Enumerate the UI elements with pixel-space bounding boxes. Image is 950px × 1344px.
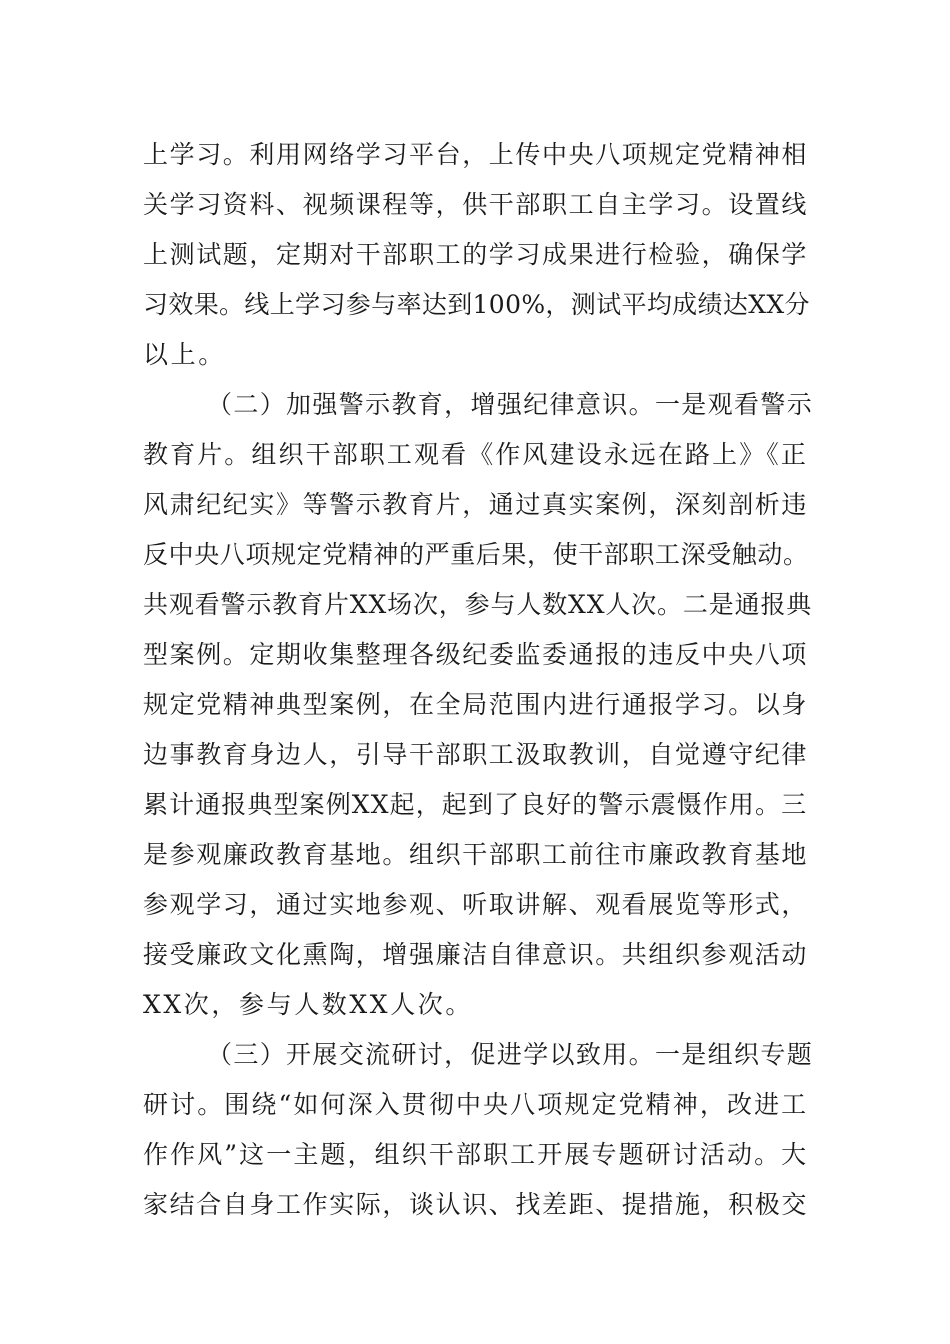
paragraph-heading-line: （二）加强警示教育，增强纪律意识。一是观看警示: [207, 390, 814, 419]
text-line: 风肃纪纪实》等警示教育片，通过真实案例，深刻剖析违: [143, 490, 809, 519]
text-line: 习效果。线上学习参与率达到100%，测试平均成绩达XX分: [143, 290, 810, 319]
text-line: 参观学习，通过实地参观、听取讲解、观看展览等形式，: [143, 890, 809, 919]
text-line: 上学习。利用网络学习平台，上传中央八项规定党精神相: [143, 140, 809, 169]
paragraph-heading-line: （三）开展交流研讨，促进学以致用。一是组织专题: [207, 1040, 814, 1069]
text-line: 以上。: [143, 340, 226, 369]
text-line: 家结合自身工作实际，谈认识、找差距、提措施，积极交: [143, 1190, 809, 1219]
text-line: 边事教育身边人，引导干部职工汲取教训，自觉遵守纪律: [143, 740, 809, 769]
text-line: 规定党精神典型案例，在全局范围内进行通报学习。以身: [143, 690, 809, 719]
text-line: 关学习资料、视频课程等，供干部职工自主学习。设置线: [143, 190, 809, 219]
text-line: 反中央八项规定党精神的严重后果，使干部职工深受触动。: [143, 540, 809, 569]
text-line: XX次，参与人数XX人次。: [143, 990, 473, 1019]
text-line: 型案例。定期收集整理各级纪委监委通报的违反中央八项: [143, 640, 809, 669]
text-line: 是参观廉政教育基地。组织干部职工前往市廉政教育基地: [143, 840, 809, 869]
text-line: 研讨。围绕“如何深入贯彻中央八项规定党精神，改进工: [143, 1090, 809, 1119]
text-line: 作作风”这一主题，组织干部职工开展专题研讨活动。大: [143, 1140, 809, 1169]
text-line: 累计通报典型案例XX起，起到了良好的警示震慑作用。三: [143, 790, 808, 819]
text-line: 上测试题，定期对干部职工的学习成果进行检验，确保学: [143, 240, 809, 269]
document-body: [143, 130, 813, 1230]
text-line: 教育片。组织干部职工观看《作风建设永远在路上》《正: [143, 440, 809, 469]
text-line: 共观看警示教育片XX场次，参与人数XX人次。二是通报典: [143, 590, 813, 619]
text-line: 接受廉政文化熏陶，增强廉洁自律意识。共组织参观活动: [143, 940, 809, 969]
